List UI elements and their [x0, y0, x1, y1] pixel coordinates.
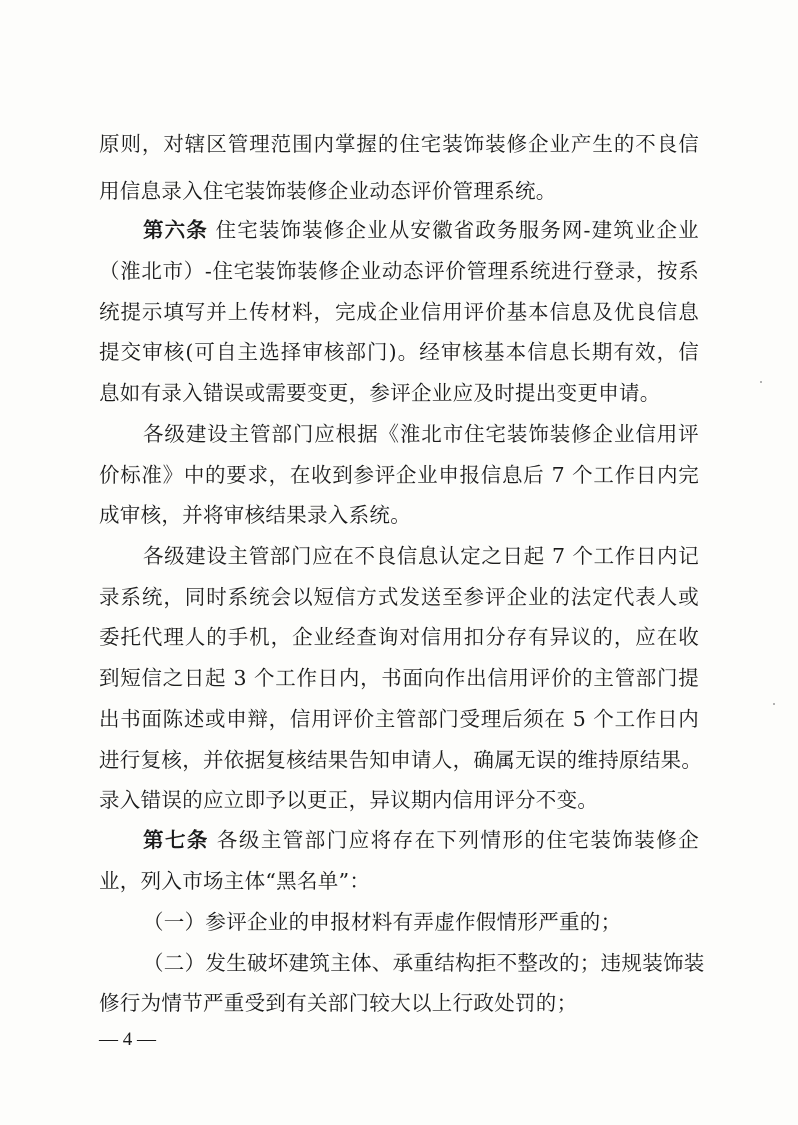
page-number: — 4 — [99, 1029, 156, 1050]
paragraph-line-22 [99, 987, 699, 1019]
paragraph-line-10 [99, 499, 699, 531]
line-text: 进行复核，并依据复核结果告知申请人，确属无误的维持原结果。 [99, 748, 703, 772]
paragraph-line-19 [99, 865, 699, 897]
paragraph-line-7 [99, 377, 699, 409]
line-text: 原则，对辖区管理范围内掌握的住宅装饰装修企业产生的不良信 [99, 132, 699, 156]
paragraph-line-14 [99, 662, 699, 694]
paragraph-line-13 [99, 621, 699, 653]
article-6-label: 第六条 [143, 218, 208, 242]
line-text: 到短信之日起 3 个工作日内，书面向作出信用评价的主管部门提 [99, 666, 699, 690]
line-text: （淮北市）-住宅装饰装修企业动态评价管理系统进行登录，按系 [99, 259, 699, 283]
line-text: 住宅装饰装修企业从安徽省政务服务网-建筑业企业 [207, 218, 699, 242]
line-text: 各级建设主管部门应根据《淮北市住宅装饰装修企业信用评 [143, 422, 699, 446]
paragraph-line-15 [99, 703, 699, 735]
paragraph-line-6 [99, 336, 699, 368]
paragraph-line-11 [143, 540, 699, 572]
paragraph-line-8 [143, 418, 699, 450]
line-text: 成审核，并将审核结果录入系统。 [99, 503, 411, 527]
paragraph-line-4 [99, 255, 699, 287]
paragraph-line-16 [99, 744, 703, 776]
paragraph-line-12 [99, 581, 699, 613]
scan-speck [760, 381, 762, 383]
paragraph-line-5 [99, 296, 699, 328]
line-text: 录系统，同时系统会以短信方式发送至参评企业的法定代表人或 [99, 585, 699, 609]
paragraph-line-17 [99, 784, 699, 816]
list-item-2 [143, 947, 705, 979]
scan-speck [773, 703, 775, 705]
line-text: 价标准》中的要求，在收到参评企业申报信息后 7 个工作日内完 [99, 463, 699, 487]
line-text: 出书面陈述或申辩，信用评价主管部门受理后须在 5 个工作日内 [99, 707, 699, 731]
line-text: 提交审核(可自主选择审核部门)。经审核基本信息长期有效，信 [99, 340, 699, 364]
paragraph-line-2 [99, 175, 699, 207]
paragraph-line-9 [99, 459, 699, 491]
line-text: 委托代理人的手机，企业经查询对信用扣分存有异议的，应在收 [99, 625, 699, 649]
line-text: 息如有录入错误或需要变更，参评企业应及时提出变更申请。 [99, 381, 661, 405]
line-text: 统提示填写并上传材料，完成企业信用评价基本信息及优良信息 [99, 300, 699, 324]
line-text: 各级主管部门应将存在下列情形的住宅装饰装修企 [208, 828, 699, 852]
line-text: 用信息录入住宅装饰装修企业动态评价管理系统。 [99, 179, 557, 203]
line-text: 修行为情节严重受到有关部门较大以上行政处罚的； [99, 991, 578, 1015]
list-item-1 [143, 906, 699, 938]
article-7-label: 第七条 [143, 828, 209, 852]
article-7-heading-line [143, 824, 699, 856]
line-text: 业，列入市场主体“黑名单”： [99, 869, 371, 893]
article-6-heading-line [143, 214, 699, 246]
paragraph-line-1 [99, 128, 699, 160]
line-text: （一）参评企业的申报材料有弄虚作假情形严重的； [143, 910, 622, 934]
line-text: 录入错误的应立即予以更正，异议期内信用评分不变。 [99, 788, 599, 812]
line-text: （二）发生破坏建筑主体、承重结构拒不整改的；违规装饰装 [143, 951, 705, 975]
line-text: 各级建设主管部门应在不良信息认定之日起 7 个工作日内记 [143, 544, 699, 568]
